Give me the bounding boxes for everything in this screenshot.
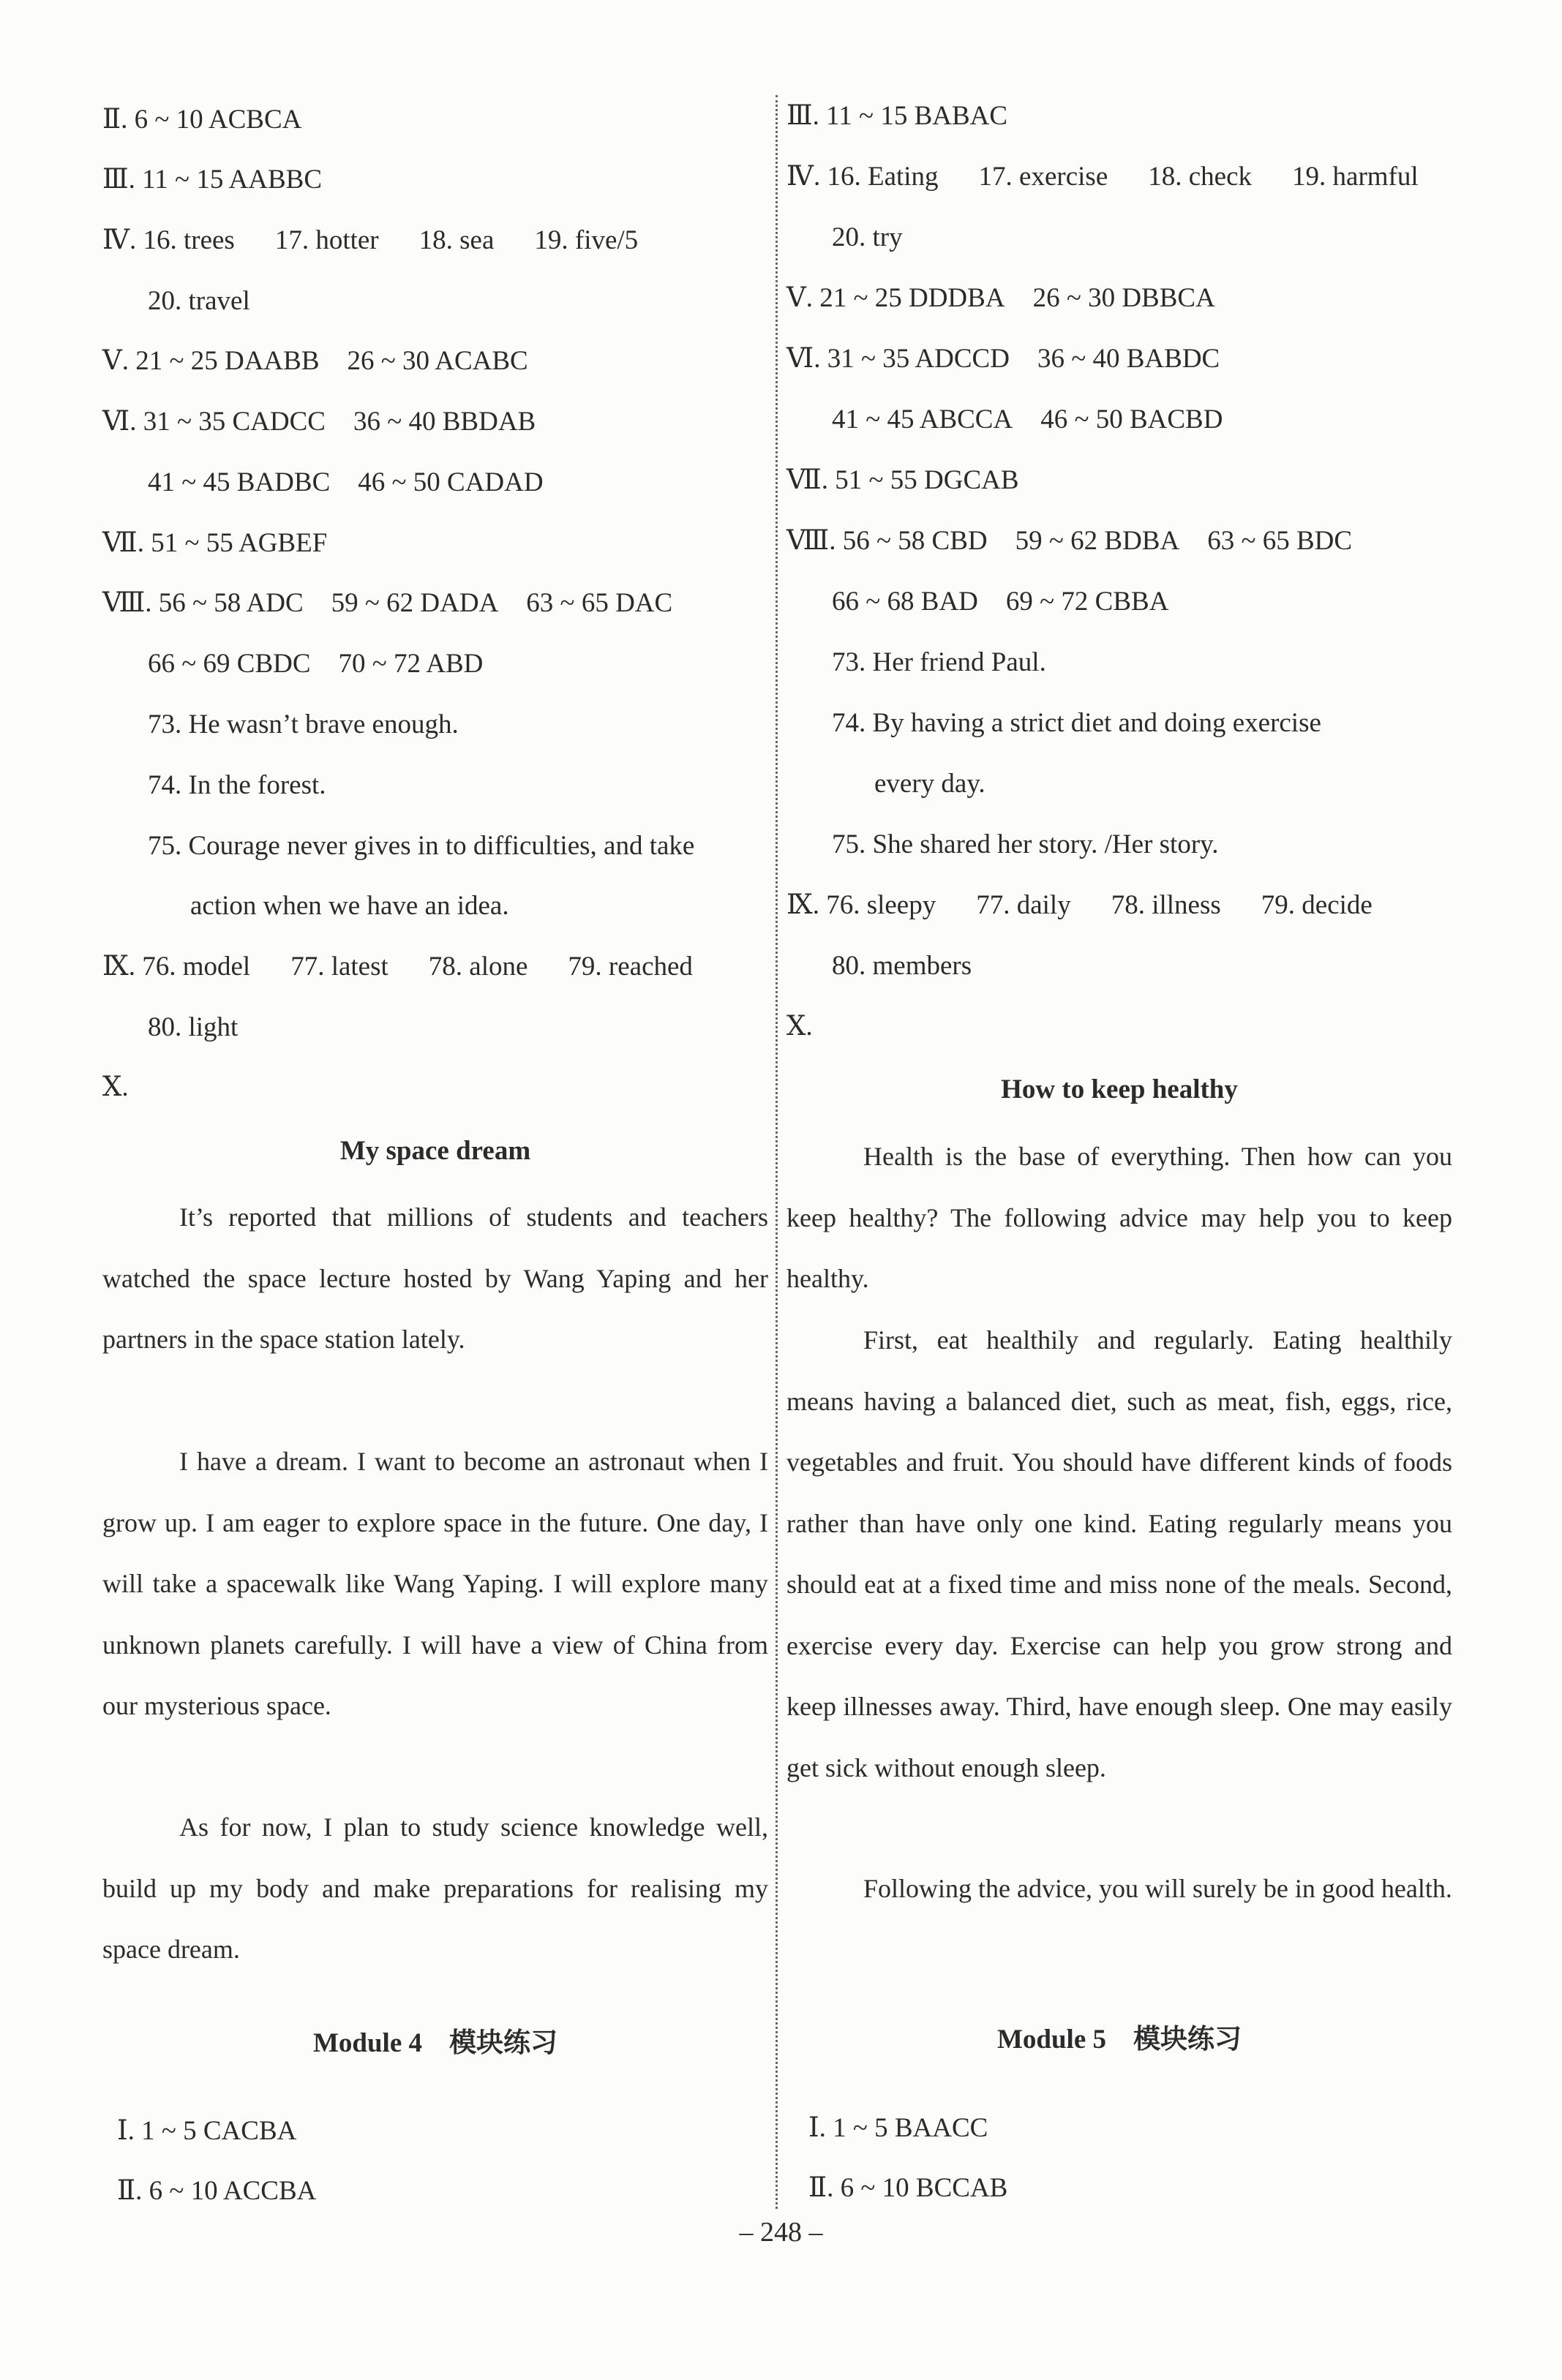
answer-line: 41 ~ 45 ABCCA 46 ~ 50 BACBD — [832, 404, 1223, 434]
answer-line: Ⅸ. 76. sleepy 77. daily 78. illness 79. decide — [786, 890, 1373, 920]
answer-line: Ⅳ. 16. trees 17. hotter 18. sea 19. five/5 — [102, 225, 639, 255]
essay-paragraph: First, eat healthily and regularly. Eating healthily means having a balanced diet, such as meat, fish, eggs, rice, vegetables and fruit. You should have different kinds of foods rather than have only one kind. Eating regularly means you should eat at a fixed time and miss none of the meals. Second, exercise every day. Exercise can help you grow strong and keep illnesses away. Third, have enough sleep. One may easily get sick without enough sleep. — [786, 1325, 1452, 1782]
answer-line: Ⅵ. 31 ~ 35 CADCC 36 ~ 40 BBDAB — [102, 407, 536, 437]
essay-paragraph: As for now, I plan to study science knowledge well, build up my body and make preparations for realising my space dream. — [102, 1812, 768, 1964]
answer-line: Ⅴ. 21 ~ 25 DDDBA 26 ~ 30 DBBCA — [786, 283, 1215, 313]
answer-line: Ⅱ. 6 ~ 10 BCCAB — [808, 2173, 1008, 2203]
module-title: Module 5 模块练习 — [996, 2025, 1242, 2055]
section-marker: Ⅹ. — [786, 1012, 813, 1042]
essay-title: My space dream — [339, 1136, 531, 1166]
answer-line: Ⅶ. 51 ~ 55 AGBEF — [102, 528, 328, 558]
answer-line: Ⅳ. 16. Eating 17. exercise 18. check 19. harmful — [786, 162, 1419, 192]
answer-line: 74. In the forest. — [148, 770, 326, 800]
answer-line: 75. She shared her story. /Her story. — [832, 829, 1219, 859]
essay-title: How to keep healthy — [1001, 1074, 1238, 1104]
answer-line: 73. Her friend Paul. — [832, 647, 1046, 677]
answer-line: Ⅰ. 1 ~ 5 BAACC — [808, 2113, 988, 2143]
answer-line: Ⅲ. 11 ~ 15 BABAC — [786, 101, 1008, 131]
module-title: Module 4 模块练习 — [312, 2028, 558, 2058]
answer-line: Ⅰ. 1 ~ 5 CACBA — [117, 2116, 297, 2146]
answer-line: Ⅱ. 6 ~ 10 ACCBA — [117, 2176, 317, 2206]
answer-line: 80. members — [832, 951, 972, 981]
answer-line: Ⅶ. 51 ~ 55 DGCAB — [786, 465, 1019, 495]
answer-line: Ⅵ. 31 ~ 35 ADCCD 36 ~ 40 BABDC — [786, 344, 1220, 374]
answer-line: Ⅲ. 11 ~ 15 AABBC — [102, 165, 323, 195]
answer-line: Ⅸ. 76. model 77. latest 78. alone 79. reached — [102, 952, 693, 982]
answer-line: Ⅷ. 56 ~ 58 ADC 59 ~ 62 DADA 63 ~ 65 DAC — [102, 588, 673, 618]
section-marker: Ⅹ. — [102, 1072, 129, 1102]
answer-line: 20. travel — [148, 286, 250, 316]
answer-line: 80. light — [148, 1012, 239, 1042]
answer-line: 75. Courage never gives in to difficulties, and take — [148, 831, 695, 861]
page-number: – 248 – — [739, 2217, 823, 2248]
answer-line: 20. try — [832, 222, 903, 252]
answer-line: 41 ~ 45 BADBC 46 ~ 50 CADAD — [148, 467, 544, 497]
essay-paragraph: Following the advice, you will surely be in good health. — [863, 1874, 1452, 1903]
answer-line: Ⅴ. 21 ~ 25 DAABB 26 ~ 30 ACABC — [102, 346, 528, 376]
answer-line: Ⅷ. 56 ~ 58 CBD 59 ~ 62 BDBA 63 ~ 65 BDC — [786, 526, 1353, 556]
essay-paragraph: I have a dream. I want to become an astronaut when I grow up. I am eager to explore space in the future. One day, I will take a spacewalk like Wang Yaping. I will explore many unknown planets carefully. I will have a view of China from our mysterious space. — [102, 1447, 768, 1720]
essay-paragraph: It’s reported that millions of students and teachers watched the space lecture hosted by Wang Yaping and her partners in the space station lately. — [102, 1202, 768, 1354]
column-divider — [776, 95, 778, 2209]
answer-line: 66 ~ 69 CBDC 70 ~ 72 ABD — [148, 649, 484, 679]
answer-line: 73. He wasn’t brave enough. — [148, 709, 459, 739]
answer-line: action when we have an idea. — [190, 891, 509, 921]
answer-line: 74. By having a strict diet and doing exercise — [832, 708, 1321, 738]
answer-line: Ⅱ. 6 ~ 10 ACBCA — [102, 105, 302, 135]
answer-line: 66 ~ 68 BAD 69 ~ 72 CBBA — [832, 587, 1169, 617]
essay-paragraph: Health is the base of everything. Then how can you keep healthy? The following advice may help you to keep healthy. — [786, 1142, 1452, 1293]
answer-line: every day. — [874, 769, 985, 799]
